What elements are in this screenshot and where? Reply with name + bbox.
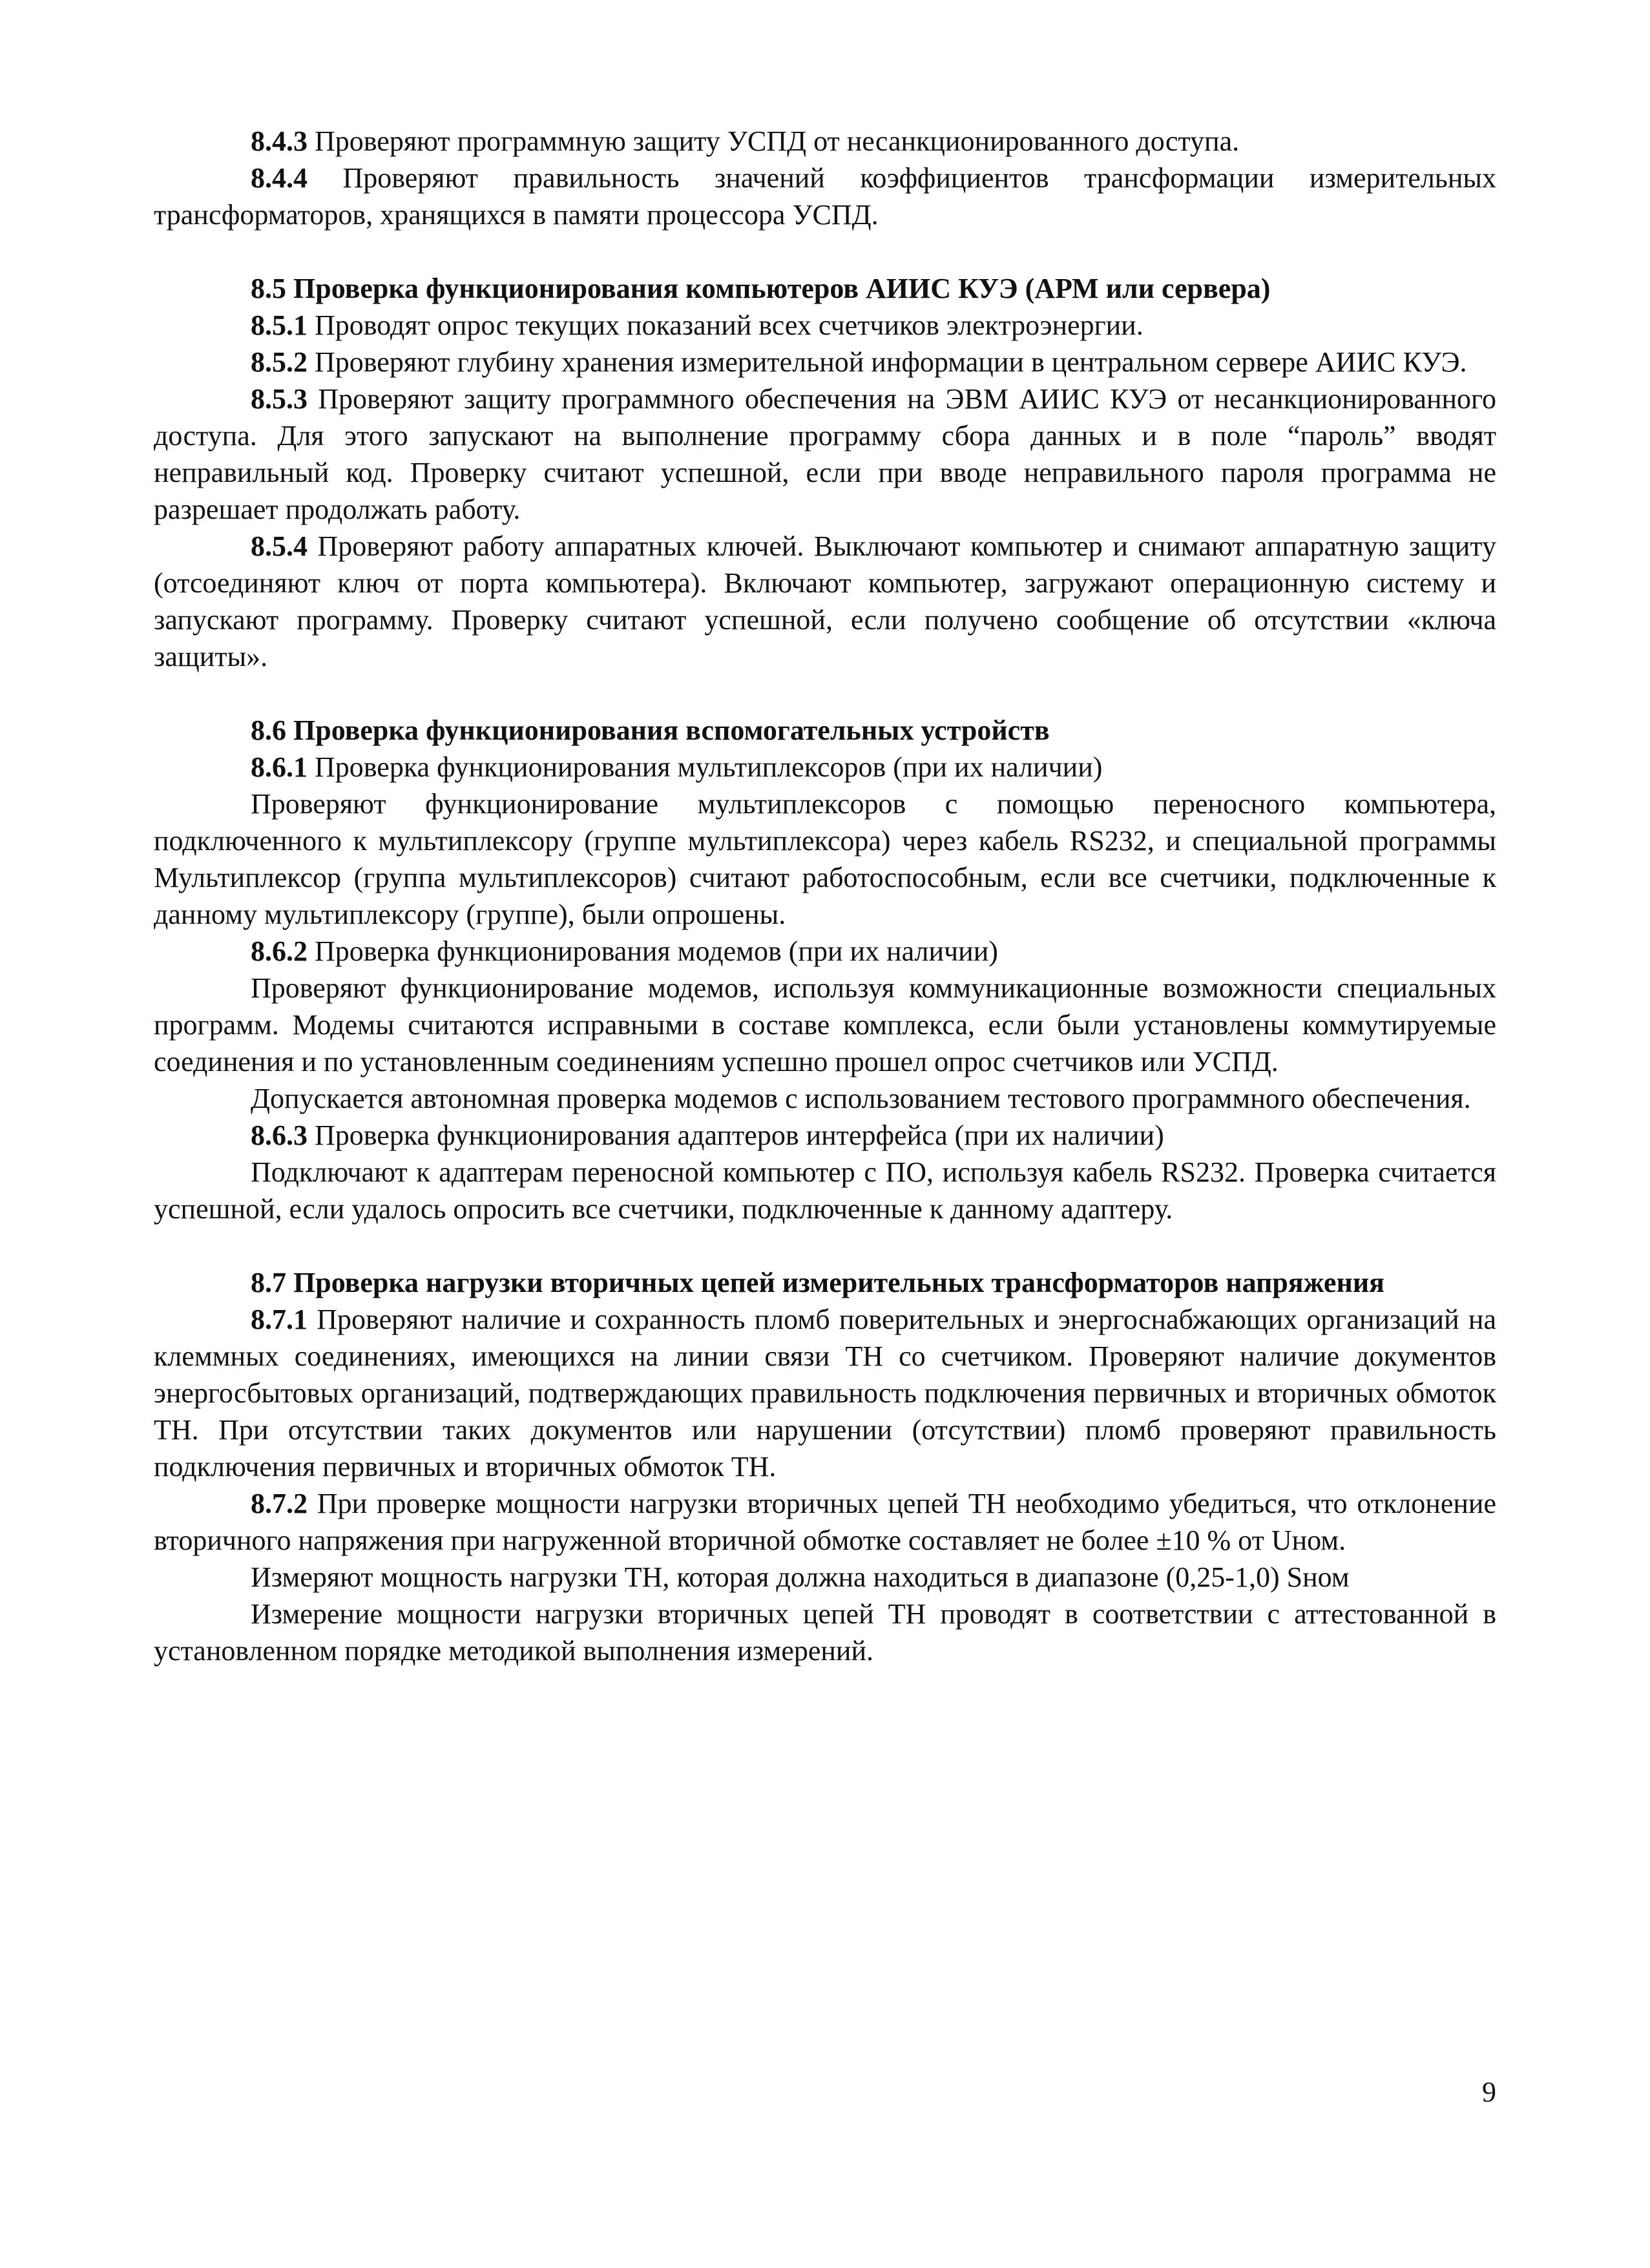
section-heading-8-7: 8.7 Проверка нагрузки вторичных цепей измерительных трансформаторов напряжения — [251, 1267, 1384, 1298]
paragraph-8-5-1 — [154, 307, 1496, 344]
paragraph-8-4-4 — [154, 160, 1496, 233]
paragraph-text: Проверка функционирования модемов (при их наличии) — [308, 935, 998, 967]
paragraph-modems: Проверяют функционирование модемов, используя коммуникационные возможности специальных программ. Модемы считаются исправными в составе комплекса, если были установлены коммутируемые соединения и по установленным соединениям успешно прошел опрос счетчиков или УСПД. — [154, 972, 1496, 1077]
paragraph-8-6-1 — [154, 749, 1496, 785]
item-number: 8.4.3 — [251, 125, 308, 157]
paragraph-measure-method: Измерение мощности нагрузки вторичных цепей ТН проводят в соответствии с аттестованной в установленном порядке методикой выполнения измерений. — [154, 1598, 1496, 1667]
paragraph-text: Проверяют защиту программного обеспечения на ЭВМ АИИС КУЭ от несанкционированного доступа. Для этого запускают на выполнение программу сбора данных и в поле “пароль” вводят неправильный код. Проверку считают успешной, если при вводе неправильного пароля программа не разрешает продолжать работу. — [154, 383, 1496, 525]
paragraph-8-4-3 — [154, 123, 1496, 160]
paragraph-text: Проверяют программную защиту УСПД от несанкционированного доступа. — [308, 125, 1240, 157]
paragraph-modems-autonomous: Допускается автономная проверка модемов с использованием тестового программного обеспечения. — [251, 1083, 1471, 1114]
paragraph-text: Проверка функционирования адаптеров интерфейса (при их наличии) — [308, 1119, 1164, 1151]
paragraph-text: Проверяют наличие и сохранность пломб поверительных и энергоснабжающих организаций на клеммных соединениях, имеющихся на линии связи ТН со счетчиком. Проверяют наличие документов энергосбытовых организаций, подтверждающих правильность подключения первичных и вторичных обмоток ТН. При отсутствии таких документов или нарушении (отсутствии) пломб проверяют правильность подключения первичных и вторичных обмоток ТН. — [154, 1304, 1496, 1483]
section-heading-8-5: 8.5 Проверка функционирования компьютеров АИИС КУЭ (АРМ или сервера) — [251, 273, 1271, 304]
paragraph-8-7-1 — [154, 1301, 1496, 1485]
section-heading-8-6: 8.6 Проверка функционирования вспомогательных устройств — [251, 714, 1050, 746]
paragraph-text: Проверяют правильность значений коэффициентов трансформации измерительных трансформаторов, хранящихся в памяти процессора УСПД. — [154, 162, 1496, 231]
item-number: 8.5.1 — [251, 309, 308, 341]
paragraph-measure-load: Измеряют мощность нагрузки ТН, которая должна находиться в диапазоне (0,25-1,0) Sном — [251, 1561, 1350, 1593]
item-number: 8.5.2 — [251, 346, 308, 378]
item-number: 8.6.2 — [251, 935, 308, 967]
paragraph-text: Проверка функционирования мультиплексоров (при их наличии) — [308, 751, 1103, 783]
item-number: 8.4.4 — [251, 162, 308, 194]
item-number: 8.7.1 — [251, 1304, 308, 1335]
paragraph-8-6-3 — [154, 1117, 1496, 1154]
paragraph-multiplexors: Проверяют функционирование мультиплексоров с помощью переносного компьютера, подключенного к мультиплексору (группе мультиплексора) через кабель RS232, и специальной программы Мультиплексор (группа мультиплексоров) считают работоспособным, если все счетчики, подключенные к данному мультиплексору (группе), были опрошены. — [154, 788, 1496, 930]
item-number: 8.5.3 — [251, 383, 308, 415]
paragraph-text: Проверяют глубину хранения измерительной информации в центральном сервере АИИС КУЭ. — [308, 346, 1467, 378]
paragraph-8-6-2 — [154, 933, 1496, 970]
paragraph-8-7-2 — [154, 1485, 1496, 1559]
item-number: 8.6.3 — [251, 1119, 308, 1151]
page-number: 9 — [1482, 2076, 1496, 2108]
paragraph-text: Проверяют работу аппаратных ключей. Выключают компьютер и снимают аппаратную защиту (отсоединяют ключ от порта компьютера). Включают компьютер, загружают операционную систему и запускают программу. Проверку считают успешной, если получено сообщение об отсутствии «ключа защиты». — [154, 530, 1496, 672]
paragraph-8-5-2 — [154, 344, 1496, 380]
paragraph-8-5-4 — [154, 528, 1496, 675]
paragraph-text: При проверке мощности нагрузки вторичных цепей ТН необходимо убедиться, что отклонение вторичного напряжения при нагруженной вторичной обмотке составляет не более ±10 % от Uном. — [154, 1488, 1496, 1556]
item-number: 8.5.4 — [251, 530, 308, 562]
paragraph-adapters: Подключают к адаптерам переносной компьютер с ПО, используя кабель RS232. Проверка считается успешной, если удалось опросить все счетчики, подключенные к данному адаптеру. — [154, 1156, 1496, 1225]
item-number: 8.7.2 — [251, 1488, 308, 1519]
paragraph-8-5-3 — [154, 380, 1496, 528]
item-number: 8.6.1 — [251, 751, 308, 783]
paragraph-text: Проводят опрос текущих показаний всех счетчиков электроэнергии. — [308, 309, 1144, 341]
